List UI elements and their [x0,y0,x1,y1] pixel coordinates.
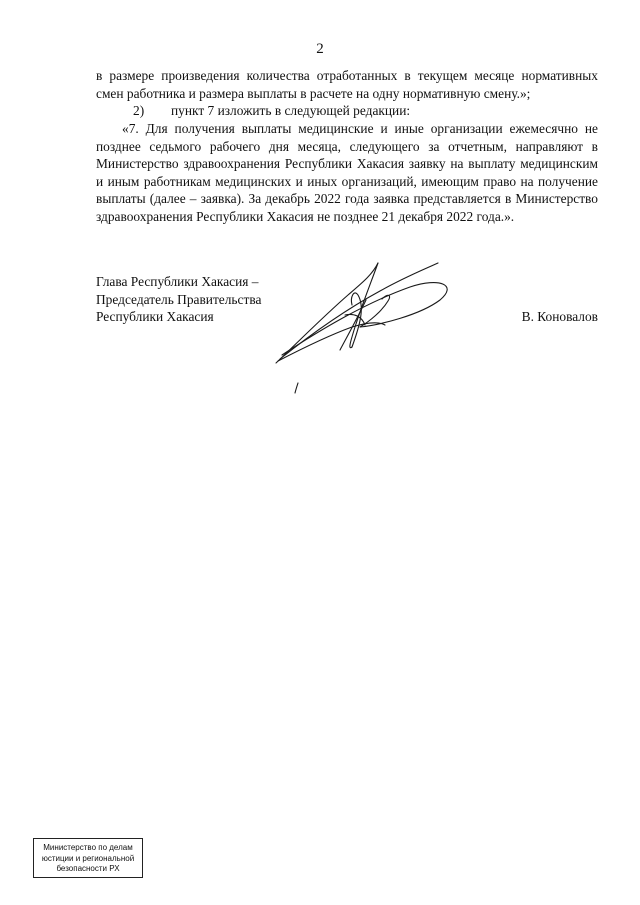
stamp-line-2: юстиции и региональной [41,853,135,863]
stamp-line-1: Министерство по делам [43,843,133,852]
signer-title-line-1: Глава Республики Хакасия – [96,274,259,289]
signer-title-line-3: Республики Хакасия [96,309,214,324]
page-number: 2 [316,41,324,57]
item-number: 2) [133,103,145,118]
stamp-line-3: безопасности РХ [56,864,120,873]
paragraph-item-2 [96,102,635,120]
signer-name: В. Коновалов [521,309,598,324]
registration-stamp [33,838,143,878]
handwritten-signature [270,255,470,400]
signer-title-line-2: Председатель Правительства [96,291,262,307]
signer-title [96,273,261,326]
paragraph-point-7: «7. Для получения выплаты медицинские и иные организации ежемесячно не позднее седьмого рабочего дня месяца, следующего за отчетным, направляют в Министерство здравоохранения Республики Хакасия заявку на выплату медицинским и иным работникам медицинских и иных организаций, имеющим право на получение выплаты (далее – заявка). За декабрь 2022 года заявка представляется в Министерство здравоохранения Республики Хакасия не позднее 21 декабря 2022 года.». [96,121,598,224]
item-text: пункт 7 изложить в следующей редакции: [171,103,411,118]
paragraph-continuation: в размере произведения количества отработанных в текущем месяце нормативных смен работника и размера выплаты в расчете на одну нормативную смену.»; [96,68,598,101]
